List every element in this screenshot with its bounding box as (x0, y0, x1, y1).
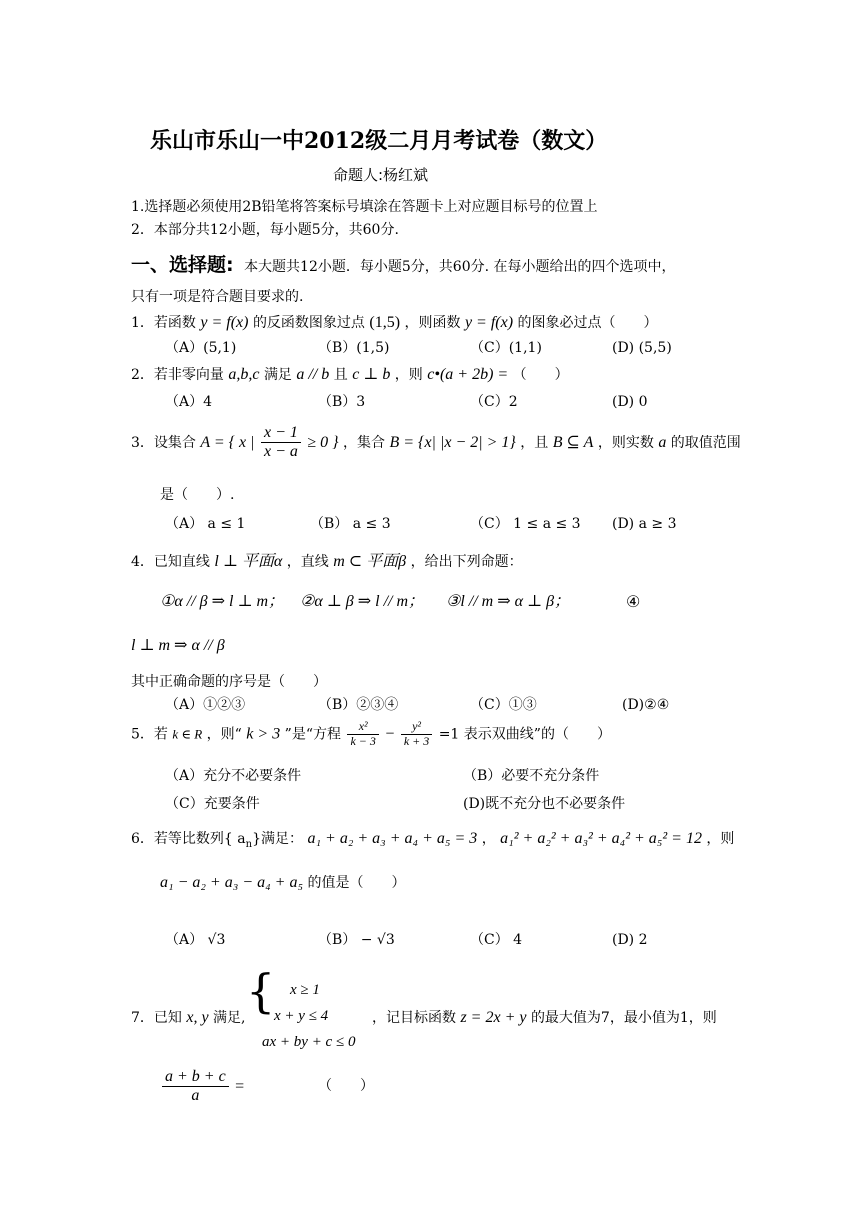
q7-sys-2: x + y ≤ 4 (274, 1008, 329, 1024)
q4-mid: ，直线 (286, 554, 329, 570)
q7-stem-c: ，记目标函数 (372, 1010, 456, 1026)
q3-stem-e: 的取值范围 (670, 434, 741, 451)
q4-prop-4: l ⊥ m ⇒ α // β (131, 637, 225, 654)
section-desc-1: 本大题共12小题．每小题5分，共60分. 在每小题给出的四个选项中， (244, 259, 676, 275)
q3-fraction (261, 424, 301, 462)
q3-subset: B ⊆ A (552, 433, 594, 451)
q4-prop-4-label: ④ (626, 592, 641, 611)
q4-option-d: (D)②④ (622, 697, 670, 713)
q2-stem-b: 满足 (263, 367, 292, 383)
q3-setB: B = {x| |x − 2| > 1} (389, 433, 516, 451)
q4-end: ，给出下列命题： (410, 554, 523, 570)
q1-stem-d: 的图象必过点（ ） (517, 315, 658, 331)
q7-fraction-row (160, 1068, 244, 1106)
q4-option-a: （A）①②③ (165, 697, 246, 713)
q6-option-d: (D) 2 (612, 932, 648, 948)
q7-vars: x, y (186, 1009, 209, 1026)
q4-cond1: l ⊥ 平面α (214, 553, 283, 570)
q1-option-c: （C）(1,1) (470, 340, 542, 356)
q6-comma: ， (481, 831, 496, 847)
q4-option-c: （C）①③ (470, 697, 537, 713)
q6-eq1: a₁ + a₂ + a₃ + a₄ + a₅ = 3 (307, 830, 478, 847)
page-title: 乐山市乐山一中2012级二月月考试卷（数文） (150, 128, 608, 154)
q7-stem-d: 的最大值为7，最小值为1，则 (530, 1010, 717, 1026)
q6-eq2: a₁² + a₂² + a₃² + a₄² + a₅² = 12 (500, 830, 702, 847)
q2-vectors: a,b,c (228, 366, 260, 383)
q6-stem-b: }满足： (252, 831, 303, 847)
q7-stem: 7．已知 (131, 1010, 182, 1026)
question-5 (131, 720, 611, 749)
q5-option-b: （B）必要不充分条件 (463, 768, 600, 784)
question-1 (131, 313, 658, 332)
q7-brace: { (246, 964, 276, 1018)
q5-option-a: （A）充分不必要条件 (165, 768, 302, 784)
q6-expr: a₁ − a₂ + a₃ − a₄ + a₅ (160, 874, 303, 891)
q5-stem-a: 5．若 (131, 726, 168, 743)
q5-stem-d: 表示双曲线”的（ ） (463, 726, 611, 743)
q5-frac2-den: k + 3 (403, 733, 430, 748)
q1-option-a: （A）(5,1) (165, 340, 237, 356)
q1-expr1: y = f(x) (200, 314, 249, 331)
q1-option-d: (D) (5,5) (612, 340, 672, 356)
instruction-2: 2．本部分共12小题，每小题5分，共60分. (131, 222, 399, 238)
q7-stem-b: 满足, (213, 1010, 246, 1026)
question-2 (131, 365, 569, 384)
q4-prop-3: ③l // m ⇒ α ⊥ β； (446, 593, 571, 610)
q1-option-b: （B）(1,5) (318, 340, 390, 356)
q5-frac-1 (347, 720, 378, 749)
q5-option-c: （C）充要条件 (165, 796, 260, 812)
q3-setA-pre: A = { x | (200, 433, 255, 451)
q1-stem-b: 的反函数图象过点 (252, 315, 365, 331)
q4-prop-2: ②α ⊥ β ⇒ l // m； (300, 593, 425, 610)
q6-expr-tail: 的值是（ ） (307, 875, 406, 891)
q6-expr-row (160, 873, 405, 892)
section-desc-2: 只有一项是符合题目要求的. (131, 289, 304, 305)
q3-option-d: (D) a ≥ 3 (612, 516, 677, 532)
q6-sub-n: n (245, 838, 253, 850)
q3-option-b: （B） a ≤ 3 (310, 516, 391, 532)
question-7-left (131, 1008, 245, 1027)
q5-stem-c: ”是“方程 (284, 726, 341, 743)
q7-z: z = 2x + y (460, 1009, 527, 1026)
section-heading-row (131, 254, 676, 277)
q3-stem-f: 是（ ）. (160, 487, 235, 503)
q2-cond1: a // b (296, 366, 330, 383)
q7-eq: = (235, 1077, 245, 1095)
q2-option-b: （B）3 (318, 394, 366, 410)
q4-stem: 4．已知直线 (131, 554, 210, 570)
q2-cond2: c ⊥ b (352, 366, 391, 383)
q5-eq1: =1 (438, 726, 460, 743)
question-7-right (372, 1008, 717, 1027)
q2-stem-c: 且 (333, 367, 348, 383)
q7-frac-den: a (191, 1087, 200, 1105)
instruction-1: 1.选择题必须使用2B铅笔将答案标号填涂在答题卡上对应题目标号的位置上 (131, 199, 598, 215)
q2-option-d: (D) 0 (612, 394, 648, 410)
q3-frac-den: x − a (264, 443, 298, 461)
section-heading: 一、选择题: (131, 254, 234, 276)
q5-option-d: (D)既不充分也不必要条件 (463, 796, 626, 812)
q7-sys-1: x ≥ 1 (290, 982, 320, 998)
question-3 (131, 424, 741, 462)
q5-cond: k > 3 (246, 725, 281, 743)
q1-expr2: y = f(x) (464, 314, 514, 331)
q7-sys-3: ax + by + c ≤ 0 (262, 1034, 356, 1050)
q4-cond2: m ⊂ 平面β (333, 553, 407, 570)
q2-stem-e: （ ） (512, 367, 569, 383)
q1-point: (1,5) (369, 314, 401, 331)
q5-stem-b: ，则“ (206, 726, 242, 743)
q3-stem-a: 3．设集合 (131, 434, 196, 451)
author-line: 命题人:杨红斌 (333, 166, 429, 184)
q3-stem-d: ，则实数 (597, 434, 654, 451)
q6-stem: 6．若等比数列{ a (131, 831, 246, 847)
q2-stem-d: ，则 (394, 367, 423, 383)
q3-setA-post: ≥ 0 } (307, 433, 339, 451)
q2-option-a: （A）4 (165, 394, 213, 410)
q4-prop-1: ①α // β ⇒ l ⊥ m； (160, 593, 285, 610)
q5-minus: − (385, 725, 395, 743)
q1-stem-a: 1．若函数 (131, 315, 196, 331)
q3-option-c: （C） 1 ≤ a ≤ 3 (470, 516, 581, 532)
q1-stem-c: ，则函数 (404, 315, 461, 331)
q7-fraction (162, 1068, 229, 1106)
q2-expr: c•(a + 2b) = (427, 366, 509, 383)
q7-paren: （ ） (318, 1078, 374, 1094)
q3-var: a (658, 433, 667, 451)
q6-option-c: （C） 4 (470, 932, 523, 948)
question-6 (131, 829, 734, 851)
q3-stem-c: ，且 (520, 434, 549, 451)
q5-frac1-den: k − 3 (350, 733, 376, 748)
q5-frac2-num: y² (401, 720, 432, 735)
question-4 (131, 552, 523, 571)
q6-tail: ，则 (706, 831, 735, 847)
q6-option-b: （B） − √3 (318, 932, 395, 948)
q5-k-in-r: k ∈ R (172, 726, 203, 742)
q6-option-a: （A） √3 (165, 932, 226, 948)
q7-frac-num: a + b + c (162, 1068, 229, 1087)
q3-frac-num: x − 1 (261, 424, 301, 443)
q4-option-b: （B）②③④ (318, 697, 399, 713)
q2-option-c: （C）2 (470, 394, 518, 410)
q3-option-a: （A） a ≤ 1 (165, 516, 246, 532)
q2-stem-a: 2．若非零向量 (131, 367, 224, 383)
q3-stem-b: ，集合 (343, 434, 386, 451)
q5-frac1-num: x² (347, 720, 378, 735)
q5-frac-2 (401, 720, 432, 749)
q4-question: 其中正确命题的序号是（ ） (131, 674, 327, 690)
